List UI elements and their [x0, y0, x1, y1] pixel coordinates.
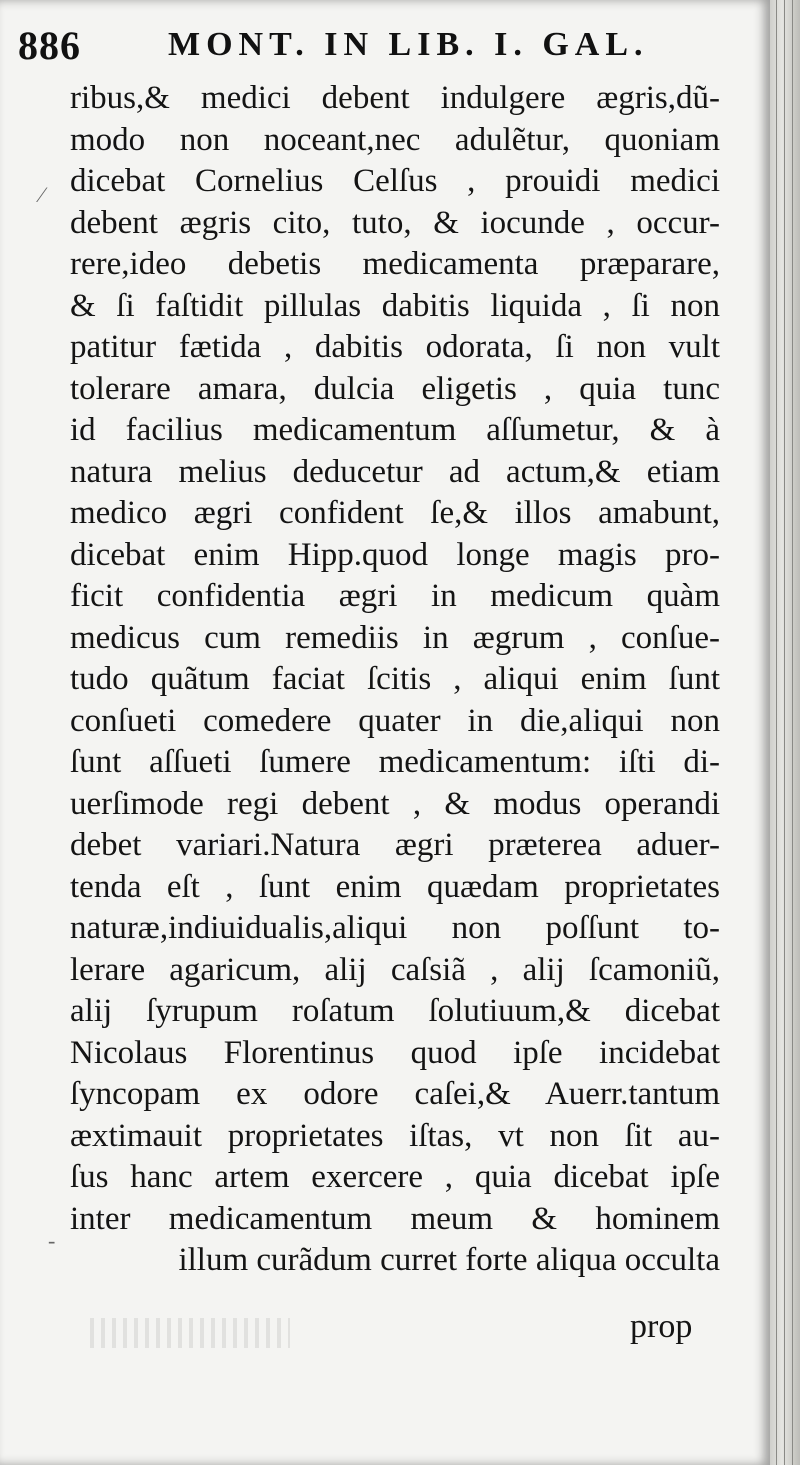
- show-through-bleed: [90, 1318, 290, 1348]
- text-line: ribus,& medici debent indulgere ægris,dũ-: [70, 80, 720, 116]
- text-line: debent ægris cito, tuto, & iocunde , occur-: [70, 204, 720, 241]
- text-line: tolerare amara, dulcia eligetis , quia tunc: [70, 370, 720, 407]
- text-line: & ſi faſtidit pillulas dabitis liquida , ſi non: [70, 287, 720, 324]
- text-line: debet variari.Natura ægri præterea aduer-: [70, 827, 720, 863]
- text-line: ſus hanc artem exercere , quia dicebat ipſe: [70, 1159, 720, 1195]
- text-line: conſueti comedere quater in die,aliqui non: [70, 702, 720, 739]
- text-line: inter medicamentum meum & hominem: [70, 1200, 720, 1237]
- text-line: uerſimode regi debent , & modus operandi: [70, 785, 720, 822]
- margin-mark: -: [48, 1228, 56, 1253]
- edge-line: [792, 0, 793, 1465]
- page-edge: [770, 0, 800, 1465]
- text-line: ficit confidentia ægri in medicum quàm: [70, 578, 720, 614]
- margin-mark: ⁄: [40, 182, 44, 207]
- text-line: tudo quãtum faciat ſcitis , aliqui enim ſunt: [70, 661, 720, 697]
- edge-line: [784, 0, 785, 1465]
- text-line: ſunt aſſueti ſumere medicamentum: iſti di-: [70, 744, 720, 780]
- text-line: medico ægri confident ſe,& illos amabunt,: [70, 495, 720, 531]
- text-line: tenda eſt , ſunt enim quædam proprietates: [70, 868, 720, 905]
- text-line: lerare agaricum, alij caſsiã , alij ſcamoniũ,: [70, 951, 720, 988]
- text-line: dicebat Cornelius Celſus , prouidi medici: [70, 163, 720, 199]
- text-line: ſyncopam ex odore caſei,& Auerr.tantum: [70, 1076, 720, 1112]
- text-line: natura melius deducetur ad actum,& etiam: [70, 453, 720, 490]
- text-line: id facilius medicamentum aſſumetur, & à: [70, 412, 720, 448]
- text-line: illum curãdum curret forte aliqua occulta: [178, 1242, 720, 1278]
- text-line: alij ſyrupum roſatum ſolutiuum,& dicebat: [70, 993, 720, 1029]
- text-line: naturæ,indiuidualis,aliqui non poſſunt to-: [70, 910, 720, 946]
- text-line: Nicolaus Florentinus quod ipſe incidebat: [70, 1034, 720, 1071]
- text-line: æxtimauit proprietates iſtas, vt non ſit au-: [70, 1117, 720, 1154]
- running-head: MONT. IN LIB. I. GAL.: [168, 26, 649, 63]
- page-header: [18, 22, 738, 72]
- text-line: patitur fætida , dabitis odorata, ſi non vult: [70, 329, 720, 365]
- text-line: rere,ideo debetis medicamenta præparare,: [70, 246, 720, 282]
- page-number: 886: [18, 23, 81, 68]
- edge-line: [776, 0, 777, 1465]
- text-line: modo non noceant,nec adulẽtur, quoniam: [70, 121, 720, 158]
- text-line: medicus cum remediis in ægrum , conſue-: [70, 619, 720, 656]
- body-text: [70, 78, 720, 1282]
- text-line: dicebat enim Hipp.quod longe magis pro-: [70, 536, 720, 573]
- catchword: prop: [630, 1308, 693, 1345]
